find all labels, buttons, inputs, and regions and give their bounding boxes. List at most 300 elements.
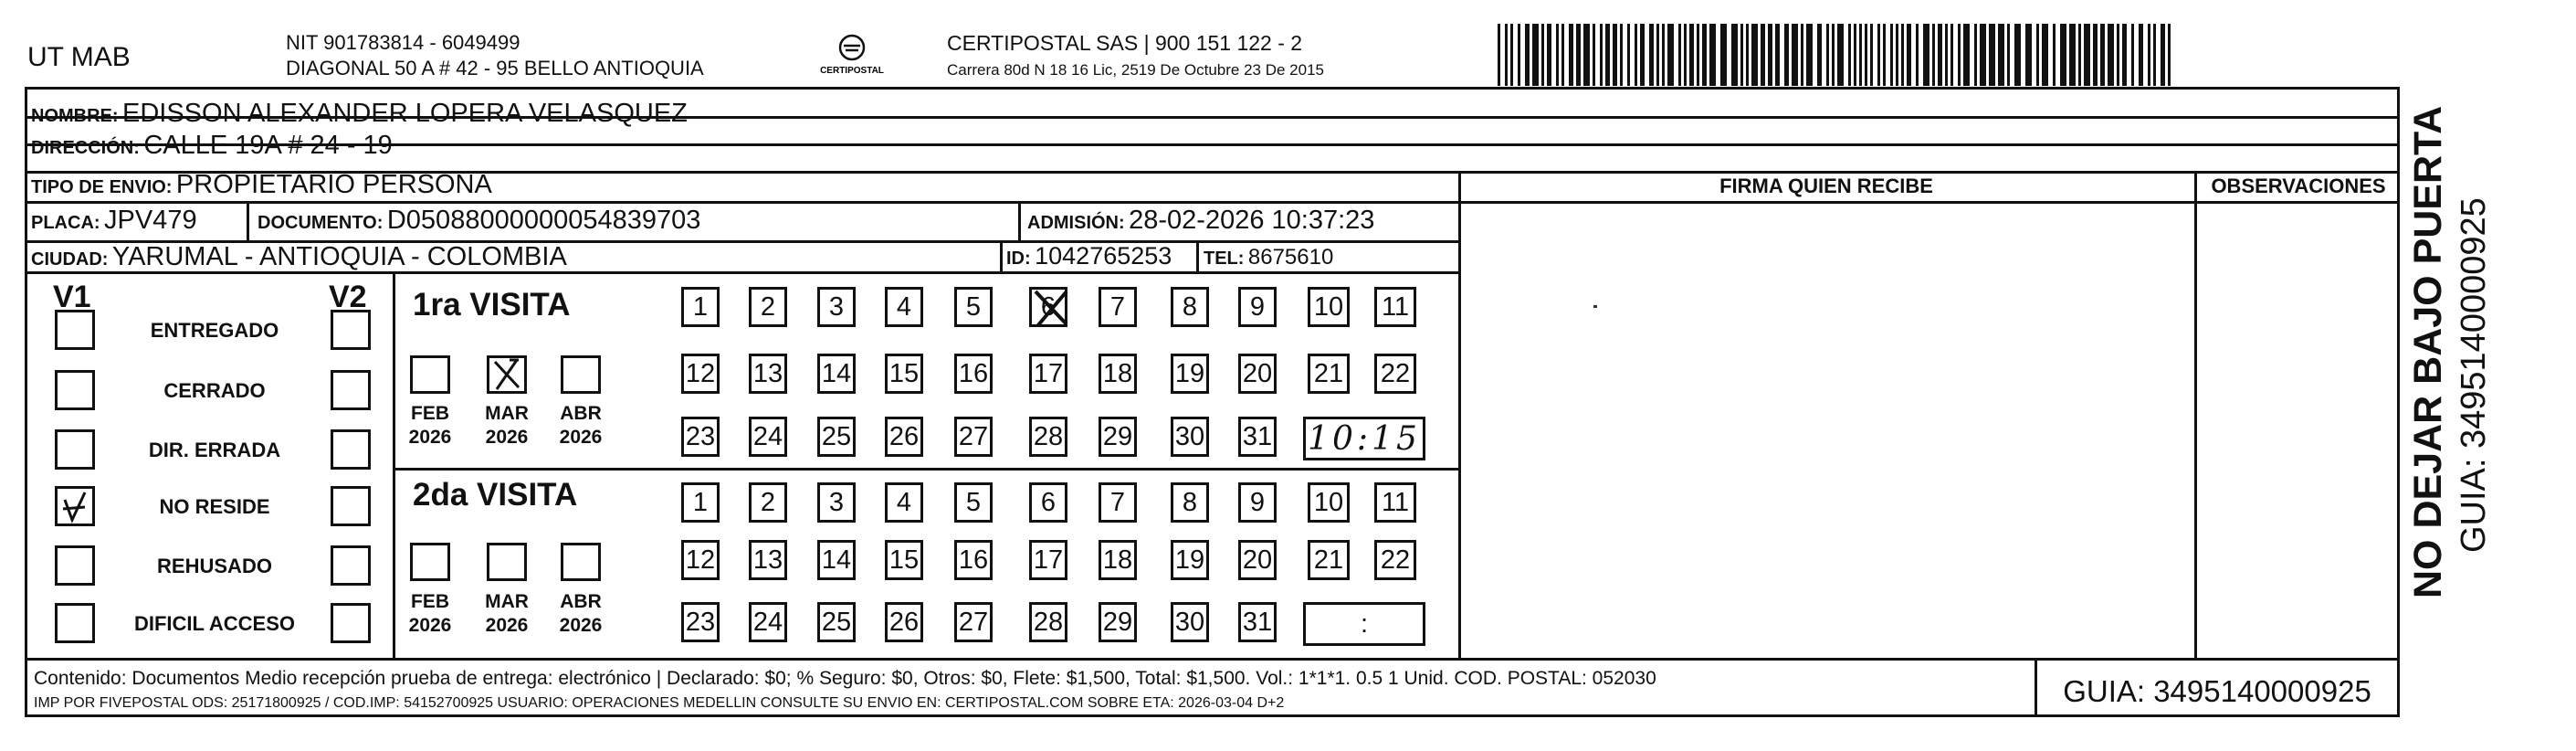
day-box[interactable] [1238,482,1277,523]
month-name: ABR [560,403,602,424]
day-box[interactable] [885,602,923,642]
barcode-bar [1662,24,1665,86]
barcode-bar [1896,24,1898,86]
barcode-bar [1950,24,1953,86]
barcode-bar [1600,24,1603,86]
barcode-bar [1697,24,1699,86]
day-number: 29 [1102,421,1133,451]
day-box[interactable] [885,287,923,327]
city-field [31,244,567,270]
no-under-door-warning: NO DEJAR BAJO PUERTA [2406,105,2450,598]
month-checkbox[interactable] [410,355,450,394]
barcode-bar [1998,24,2004,86]
barcode-bar [2148,24,2150,86]
barcode-bar [1923,24,1929,86]
day-box[interactable] [1029,482,1067,523]
reason-label: DIR. ERRADA [148,439,281,461]
day-number: 20 [1242,358,1273,388]
footer-content: Contenido: Documentos Medio recepción prueba de entrega: electrónico | Declarado: $0; % Seguro: $0, Otros: $0, Flete: $1,500, Total: $1,500. Vol.: 1*1*1. 0.5 1 Unid. COD. POSTAL: 052030 [34,668,1656,689]
day-box[interactable] [1099,354,1137,394]
month-label [403,590,457,639]
barcode-bar [1751,24,1758,86]
day-box[interactable] [1171,417,1209,457]
day-number: 19 [1174,545,1205,575]
day-box[interactable] [954,602,993,642]
day-number: 13 [752,358,783,388]
day-box[interactable] [954,482,993,523]
day-box[interactable] [1308,354,1350,394]
day-number: 26 [888,421,920,451]
divider [2194,171,2197,658]
document-label: DOCUMENTO: [258,213,384,233]
barcode-bar [1775,24,1780,86]
day-box[interactable] [1374,287,1416,327]
day-box[interactable] [1099,482,1137,523]
admission-label: ADMISIÓN: [1027,213,1125,233]
barcode-bar [1525,24,1530,86]
barcode-bar [1720,24,1727,86]
plate-label: PLACA: [31,213,100,233]
day-box[interactable] [1099,417,1137,457]
day-box[interactable] [1171,287,1209,327]
month-checkbox[interactable] [487,355,527,394]
barcode-bar [1806,24,1813,86]
barcode-bar [1901,24,1904,86]
barcode-bar [2117,24,2119,86]
v1-checkbox[interactable] [55,486,95,526]
barcode-bar [1678,24,1681,86]
barcode-bar [1832,24,1835,86]
side-guide: GUIA: 3495140000925 [2455,197,2493,553]
day-box[interactable] [681,417,720,457]
barcode-bar [1792,24,1798,86]
recipient-address: CALLE 19A # 24 - 19 [143,131,393,160]
barcode-bar [1989,24,1995,86]
day-number: 11 [1381,291,1410,322]
month-year: 2026 [408,615,452,637]
day-box[interactable] [954,287,993,327]
day-box[interactable] [1308,287,1350,327]
day-number: 22 [1380,545,1411,575]
signature-mark [1593,305,1597,308]
admission-field [1027,207,1374,234]
day-number: 4 [896,487,912,517]
day-number: 1 [692,487,709,517]
day-box[interactable] [817,417,856,457]
id-label: ID: [1006,249,1031,269]
day-number: 26 [888,607,920,637]
day-box[interactable] [681,354,720,394]
day-number: 10 [1313,291,1344,322]
day-number: 17 [1033,545,1064,575]
divider [393,271,395,658]
month-name: MAR [485,591,529,612]
v2-checkbox[interactable] [331,310,371,350]
day-number: 31 [1242,607,1273,637]
day-box[interactable] [817,482,856,523]
side-warning-box [2406,87,2455,690]
day-number: 21 [1313,545,1344,575]
barcode-bar [1627,24,1630,86]
barcode-bar [2122,24,2127,86]
barcode-bar [2139,24,2143,86]
barcode-bar [1963,24,1970,86]
barcode-bar [2153,24,2156,86]
v1-checkbox[interactable] [55,429,95,470]
day-number: 12 [685,545,716,575]
x-mark-icon [489,358,524,391]
barcode-bar [1907,24,1911,86]
divider [1196,240,1199,271]
barcode-bar [1837,24,1844,86]
barcode-bar [1656,24,1659,86]
barcode-bar [1848,24,1851,86]
day-number: 15 [888,545,920,575]
day-number: 29 [1102,607,1133,637]
day-box[interactable] [1099,602,1137,642]
month-checkbox[interactable] [561,355,601,394]
plate-value: JPV479 [104,206,197,235]
barcode-bar [1870,24,1873,86]
tel-field [1204,247,1333,269]
tel-label: TEL: [1204,249,1245,269]
v2-checkbox[interactable] [331,429,371,470]
day-box[interactable] [885,540,923,580]
barcode-bar [1583,24,1590,86]
barcode-bar [1613,24,1617,86]
name-field [31,100,688,127]
day-number: 27 [958,607,989,637]
barcode-bar [1980,24,1986,86]
month-year: 2026 [408,427,452,449]
divider [1458,171,1461,658]
v2-label: V2 [329,280,367,314]
day-box[interactable] [749,417,787,457]
day-box[interactable] [1171,482,1209,523]
check-mark-icon [58,489,92,524]
barcode-bar [2007,24,2010,86]
day-box[interactable] [681,540,720,580]
barcode-bar [1877,24,1880,86]
month-checkbox[interactable] [410,543,450,581]
barcode-bar [2161,24,2165,86]
barcode-bar [1817,24,1822,86]
v1-checkbox[interactable] [55,603,95,643]
day-box[interactable] [749,482,787,523]
month-name: FEB [411,403,449,424]
day-number: 16 [958,358,989,388]
barcode-bar [2036,24,2039,86]
day-number: 1 [692,291,709,322]
tel-value: 8675610 [1247,245,1334,270]
day-box[interactable] [1171,540,1209,580]
logo-text: CERTIPOSTAL [820,66,884,76]
barcode-bar [1938,24,1942,86]
barcode-bar [1505,24,1508,86]
v2-checkbox[interactable] [331,545,371,586]
day-number: 22 [1380,358,1411,388]
barcode [1498,24,2173,88]
day-box[interactable] [1171,354,1209,394]
barcode-bar [1746,24,1749,86]
admission-value: 28-02-2026 10:37:23 [1129,206,1375,235]
day-number: 24 [752,421,783,451]
day-box[interactable] [1238,417,1277,457]
day-box[interactable] [954,354,993,394]
day-number: 30 [1174,421,1205,451]
barcode-bar [2084,24,2090,86]
day-number: 3 [828,291,845,322]
day-number: 23 [685,607,716,637]
day-box[interactable] [749,602,787,642]
shipment-type-label: TIPO DE ENVIO: [31,177,173,197]
barcode-bar [2078,24,2081,86]
barcode-bar [1498,24,1500,86]
day-box[interactable] [885,417,923,457]
day-box[interactable] [749,354,787,394]
v1-label: V1 [53,280,91,314]
barcode-bar [1854,24,1856,86]
barcode-bar [1932,24,1935,86]
barcode-bar [2069,24,2076,86]
barcode-bar [2100,24,2105,86]
day-number: 27 [958,421,989,451]
month-label [553,402,608,450]
day-number: 6 [1040,291,1057,322]
month-label [403,402,457,450]
time-box[interactable] [1303,417,1425,460]
barcode-bar [1510,24,1513,86]
certipostal-logo [815,33,888,79]
barcode-bar [1561,24,1564,86]
day-number: 13 [752,545,783,575]
day-number: 5 [965,487,982,517]
day-number: 6 [1040,487,1057,517]
day-box[interactable] [1238,354,1277,394]
visit2-title: 2da VISITA [413,477,578,513]
barcode-bar [1826,24,1829,86]
reason-label: CERRADO [163,379,266,402]
month-checkbox[interactable] [561,543,601,581]
month-label [479,402,534,450]
document-value: D05088000000054839703 [386,206,701,235]
barcode-bar [1689,24,1694,86]
day-number: 8 [1182,487,1198,517]
divider [393,468,1458,471]
v1-checkbox[interactable] [55,370,95,410]
barcode-bar [1605,24,1610,86]
day-number: 30 [1174,607,1205,637]
day-box[interactable] [817,602,856,642]
barcode-bar [1916,24,1919,86]
day-box[interactable] [885,354,923,394]
day-box[interactable] [1238,287,1277,327]
reason-label: NO RESIDE [159,495,270,518]
month-label [479,590,534,639]
footer-print-info: IMP POR FIVEPOSTAL ODS: 25171800925 / COD.IMP: 54152700925 USUARIO: OPERACIONES MEDELLIN CONSULTE SU ENVIO EN: CERTIPOSTAL.COM SOBRE ETA: 2026-03-04 D+2 [34,695,1285,711]
day-number: 2 [760,291,776,322]
v1-checkbox[interactable] [55,310,95,350]
day-number: 15 [888,358,920,388]
divider [1000,240,1003,271]
month-name: ABR [560,591,602,612]
address-label: DIRECCIÓN: [31,138,140,158]
carrier-address: Carrera 80d N 18 16 Lic, 2519 De Octubre 23 De 2015 [947,61,1324,79]
v2-checkbox[interactable] [331,370,371,410]
day-box[interactable] [954,417,993,457]
day-box[interactable] [749,287,787,327]
day-box[interactable] [1374,540,1416,580]
company-address: DIAGONAL 50 A # 42 - 95 BELLO ANTIOQUIA [286,57,704,79]
day-box[interactable] [1238,602,1277,642]
barcode-bar [1768,24,1772,86]
day-box[interactable] [1099,540,1137,580]
day-number: 14 [821,545,852,575]
day-box[interactable] [954,540,993,580]
month-year: 2026 [559,615,603,637]
day-box[interactable] [885,482,923,523]
reason-label: ENTREGADO [150,319,279,342]
barcode-bar [1709,24,1716,86]
divider [247,201,249,240]
day-number: 18 [1102,545,1133,575]
day-box[interactable] [1029,602,1067,642]
month-year: 2026 [485,615,529,637]
barcode-bar [1518,24,1520,86]
day-number: 14 [821,358,852,388]
reason-label: DIFICIL ACCESO [133,612,295,635]
plate-field [31,207,197,234]
barcode-bar [1556,24,1559,86]
day-number: 25 [821,421,852,451]
day-number: 9 [1249,487,1266,517]
day-box[interactable] [1029,354,1067,394]
barcode-bar [2060,24,2066,86]
shipment-type: PROPIETARIO PERSONA [175,170,492,199]
carrier-name: CERTIPOSTAL SAS | 900 151 122 - 2 [947,31,1303,55]
day-box[interactable] [749,540,787,580]
day-box[interactable] [1308,482,1350,523]
barcode-bar [1945,24,1948,86]
x-mark-icon [1030,286,1074,332]
company-name: UT MAB [27,42,131,72]
shipment-type-field [31,172,492,198]
barcode-bar [1890,24,1893,86]
barcode-bar [1576,24,1581,86]
day-box[interactable] [681,482,720,523]
barcode-bar [2025,24,2032,86]
visit1-title: 1ra VISITA [413,287,571,323]
barcode-bar [1684,24,1687,86]
day-number: 11 [1381,487,1410,517]
divider [1458,201,2400,204]
day-number: 18 [1102,358,1133,388]
divider [25,201,1458,204]
month-checkbox[interactable] [487,543,527,581]
day-box[interactable] [817,287,856,327]
barcode-bar [1532,24,1539,86]
day-box[interactable] [1171,602,1209,642]
day-number: 7 [1109,291,1126,322]
day-number: 20 [1242,545,1273,575]
barcode-bar [1593,24,1595,86]
day-box[interactable] [1374,354,1416,394]
day-number: 10 [1313,487,1344,517]
name-label: NOMBRE: [31,106,119,126]
divider [25,658,2400,661]
day-number: 4 [896,291,912,322]
observations-label: OBSERVACIONES [2211,175,2386,197]
v2-checkbox[interactable] [331,486,371,526]
barcode-bar [1569,24,1573,86]
barcode-bar [1859,24,1862,86]
day-box[interactable] [1029,417,1067,457]
barcode-bar [1731,24,1738,86]
day-number: 31 [1242,421,1273,451]
barcode-bar [2108,24,2114,86]
day-box[interactable] [1029,287,1067,327]
barcode-bar [2093,24,2098,86]
month-name: FEB [411,591,449,612]
day-box[interactable] [681,602,720,642]
recipient-name: EDISSON ALEXANDER LOPERA VELASQUEZ [122,99,688,128]
barcode-bar [1635,24,1637,86]
v2-checkbox[interactable] [331,603,371,643]
divider [25,271,1458,274]
v1-checkbox[interactable] [55,545,95,586]
day-box[interactable] [1374,482,1416,523]
barcode-bar [1547,24,1551,86]
barcode-bar [1865,24,1867,86]
city-value: YARUMAL - ANTIOQUIA - COLOMBIA [111,242,567,271]
company-nit: NIT 901783814 - 6049499 [286,31,520,54]
address-field [31,132,393,159]
id-value: 1042765253 [1035,242,1172,270]
day-box[interactable] [1308,540,1350,580]
barcode-bar [2053,24,2056,86]
day-number: 7 [1109,487,1126,517]
footer-guide: GUIA: 3495140000925 [2063,674,2371,708]
barcode-bar [1667,24,1674,86]
day-number: 3 [828,487,845,517]
month-label [553,590,608,639]
barcode-bar [1541,24,1544,86]
barcode-bar [2131,24,2134,86]
day-box[interactable] [1029,540,1067,580]
day-number: 28 [1033,607,1064,637]
day-number: 17 [1033,358,1064,388]
divider [1018,201,1021,240]
day-number: 24 [752,607,783,637]
day-box[interactable] [817,354,856,394]
day-number: 8 [1182,291,1198,322]
time-value: : [1360,608,1369,639]
id-field [1006,244,1172,269]
month-name: MAR [485,403,529,424]
day-box[interactable] [1099,287,1137,327]
barcode-bar [1761,24,1765,86]
time-box[interactable] [1303,602,1425,646]
barcode-bar [1702,24,1707,86]
time-value: 10:15 [1308,419,1421,458]
day-box[interactable] [681,287,720,327]
day-box[interactable] [1238,540,1277,580]
day-number: 25 [821,607,852,637]
barcode-bar [1883,24,1886,86]
day-box[interactable] [817,540,856,580]
day-number: 5 [965,291,982,322]
reason-label: REHUSADO [157,555,272,577]
